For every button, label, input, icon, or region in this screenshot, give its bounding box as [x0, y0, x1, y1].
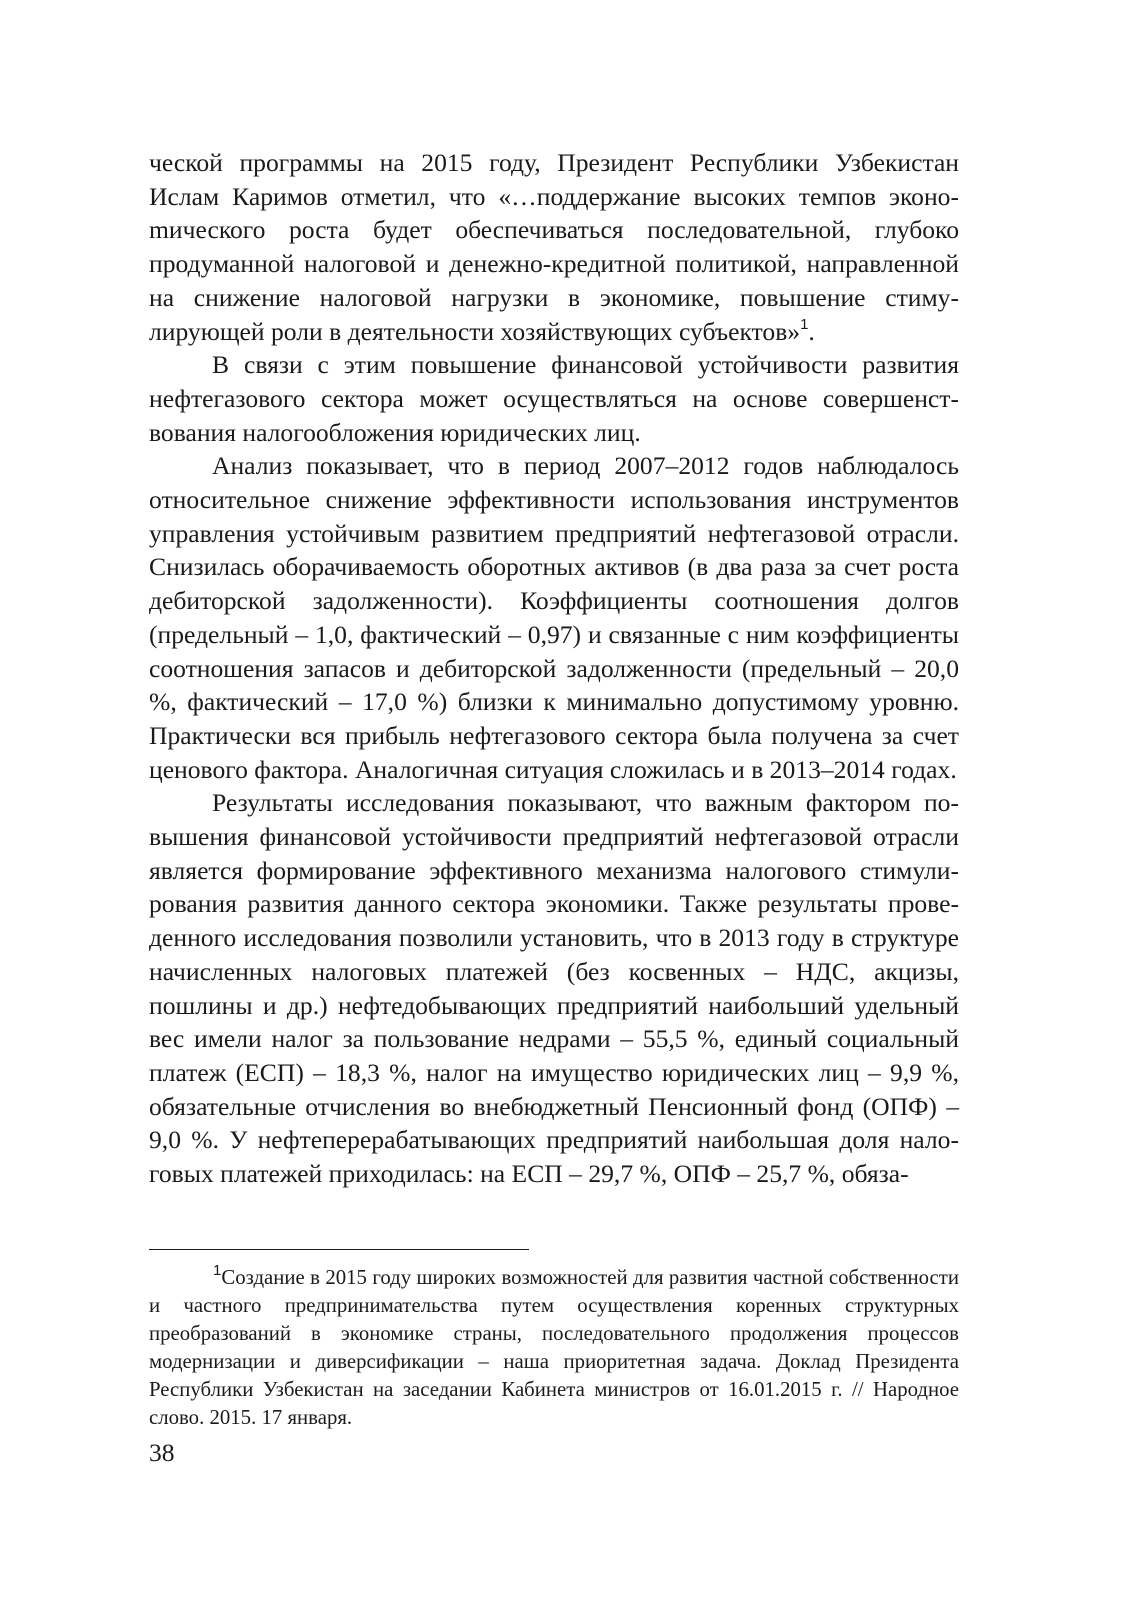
- paragraph-1-end: .: [808, 316, 815, 346]
- footnote-text: Создание в 2015 году широких возможностей для развития частной собственности и частного предпринимательства путем осуществления коренных структурных преобразований в экономике страны, последовательного продолжения процессов модернизации и диверсификации – наша приоритетная задача. Доклад Президента Республики Узбекистан на заседании Кабинета министров от 16.01.2015 г. // Народное слово. 2015. 17 января.: [149, 1266, 959, 1429]
- paragraph-3: Анализ показывает, что в период 2007–2012 годов наблюдалось относительное снижение эффективности использования инструментов управления устойчивым развитием предприятий нефтегазовой отрасли. Снизилась оборачиваемость оборотных активов (в два раза за счет роста дебиторской задолженности). Коэффициенты соотношения долгов (предельный – 1,0, фактический – 0,97) и связанные с ним коэффициенты соотношения запасов и дебиторской задолженности (предельный – 20,0 %, фактический – 17,0 %) близки к минимально допустимому уровню. Практически вся прибыль нефтегазового сектора была получена за счет ценового фактора. Аналогичная ситуация сложилась и в 2013–2014 годах.: [149, 451, 959, 784]
- footnote-mark: 1: [213, 1262, 222, 1279]
- paragraph-1-text: ческой программы на 2015 году, Президент Республики Узбекистан Ислам Каримов отметил, что «…поддержание высоких темпов эконоmического роста будет обеспечиваться последовательной, глубоко продуманной налоговой и денежно-кредитной политикой, направленной на снижение налоговой нагрузки в экономике, повышение стимулирующей роли в деятельности хозяйствующих субъектов»: [149, 148, 959, 346]
- body-text: [149, 146, 959, 1191]
- paragraph-1: [149, 146, 959, 348]
- paragraph-2: В связи с этим повышение финансовой устойчивости развития нефтегазового сектора может осуществляться на основе совершенствования налогообложения юридических лиц.: [149, 350, 959, 447]
- paragraph-4: Результаты исследования показывают, что важным фактором повышения финансовой устойчивости предприятий нефтегазовой отрасли является формирование эффективного механизма налогового стимулирования развития данного сектора экономики. Также результаты проведенного исследования позволили установить, что в 2013 году в структуре начисленных налоговых платежей (без косвенных – НДС, акцизы, пошлины и др.) нефтедобывающих предприятий наибольший удельный вес имели налог за пользование недрами – 55,5 %, единый социальный платеж (ЕСП) – 18,3 %, налог на имущество юридических лиц – 9,9 %, обязательные отчисления во внебюджетный Пенсионный фонд (ОПФ) – 9,0 %. У нефтеперерабатывающих предприятий наибольшая доля налоговых платежей приходилась: на ЕСП – 29,7 %, ОПФ – 25,7 %, обяза-: [149, 788, 959, 1189]
- footnote: [149, 1264, 959, 1432]
- footnote-reference[interactable]: 1: [800, 315, 809, 333]
- page-number: 38: [149, 1438, 175, 1467]
- footnote-divider: [149, 1249, 529, 1250]
